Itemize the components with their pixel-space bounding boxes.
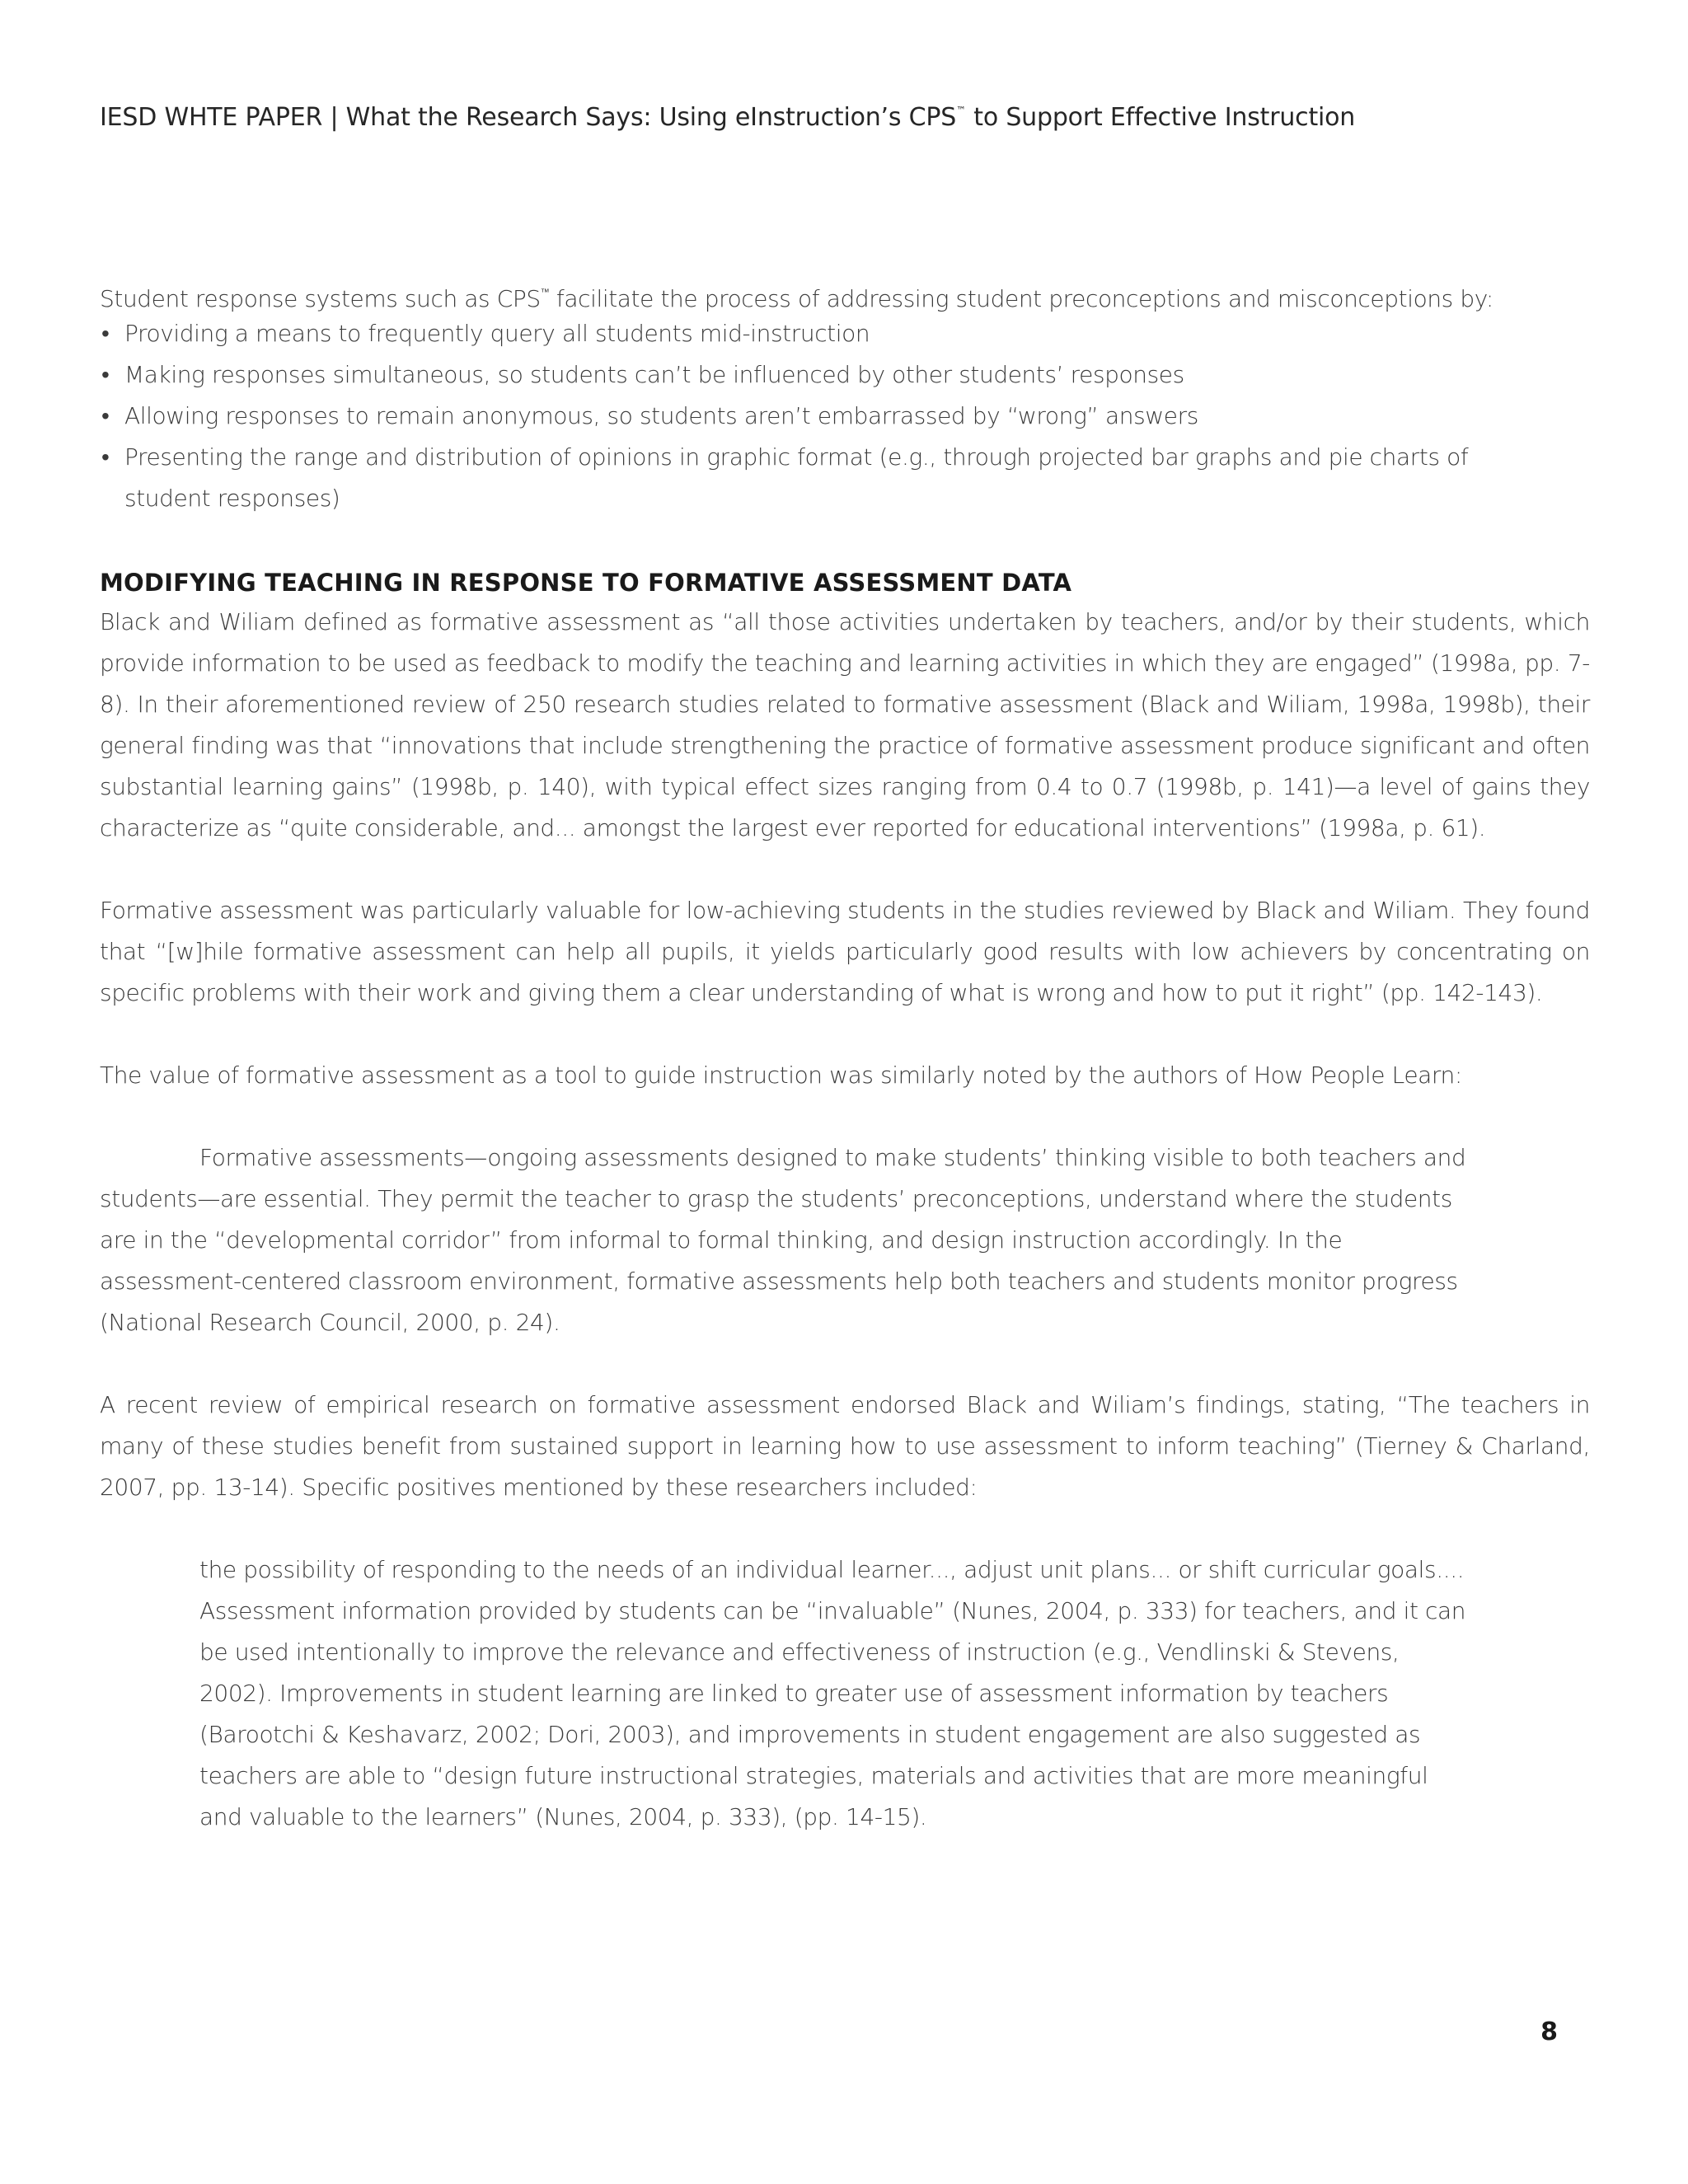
intro-text: Student response systems such as CPS	[100, 285, 541, 312]
bullet-icon: •	[101, 361, 110, 388]
paragraph-recent-review: A recent review of empirical research on formative assessment endorsed Black and Wiliam’s findings, stating, “The teachers in many of these studies benefit from sustained support in learning how to use assessment to inform teaching” (Tierney & Charland, 2007, pp. 13-14). Specific positives mentioned by these researchers included:	[100, 1391, 1590, 1501]
list-item	[100, 354, 1484, 396]
bullet-list	[100, 313, 1590, 519]
block-quote-national-research-council: Formative assessments—ongoing assessments designed to make students’ thinking visible to both teachers and students—are essential. They permit the teacher to grasp the students’ preconceptions, understand where the students are in the “developmental corridor” from informal to formal thinking, and design instruction accordingly. In the assessment-centered classroom environment, formative assessments help both teachers and students monitor progress (National Research Council, 2000, p. 24).	[100, 1144, 1466, 1336]
header-title: IESD WHTE PAPER | What the Research Says: Using eInstruction’s CPS	[100, 103, 957, 132]
trademark-symbol: ™	[540, 287, 550, 298]
list-item	[100, 437, 1484, 519]
bullet-icon: •	[101, 443, 110, 471]
block-quote-tierney-charland: the possibility of responding to the needs of an individual learner..., adjust unit plans... or shift curricular goals.... Assessment information provided by students can be “invaluable” (Nunes, 2004, p. 333) for teachers, and it can be used intentionally to improve the relevance and effectiveness of instruction (e.g., Vendlinski & Stevens, 2002). Improvements in student learning are linked to greater use of assessment information by teachers (Barootchi & Keshavarz, 2002; Dori, 2003), and improvements in student engagement are also suggested as teachers are able to “design future instructional strategies, materials and activities that are more meaningful and valuable to the learners” (Nunes, 2004, p. 333), (pp. 14-15).	[199, 1556, 1466, 1830]
page-header	[100, 94, 1583, 134]
list-item-text: Making responses simultaneous, so students can’t be influenced by other students’ responses	[124, 361, 1184, 388]
list-item-text: Providing a means to frequently query all students mid-instruction	[124, 320, 870, 347]
list-item-text: Presenting the range and distribution of opinions in graphic format (e.g., through projected bar graphs and pie charts of student responses)	[124, 443, 1469, 512]
list-item	[100, 313, 1484, 354]
bullet-icon: •	[101, 402, 110, 429]
page-number: 8	[1540, 2018, 1558, 2046]
paragraph-how-people-learn: The value of formative assessment as a tool to guide instruction was similarly noted by the authors of How People Learn:	[100, 1062, 1462, 1089]
paragraph-low-achievers: Formative assessment was particularly valuable for low-achieving students in the studies reviewed by Black and Wiliam. They found that “[w]hile formative assessment can help all pupils, it yields particularly good results with low achievers by concentrating on specific problems with their work and giving them a clear understanding of what is wrong and how to put it right” (pp. 142-143).	[100, 897, 1590, 1006]
paragraph-black-wiliam-definition: Black and Wiliam defined as formative assessment as “all those activities undertaken by teachers, and/or by their students, which provide information to be used as feedback to modify the teaching and learning activities in which they are engaged” (1998a, pp. 7-8). In their aforementioned review of 250 research studies related to formative assessment (Black and Wiliam, 1998a, 1998b), their general finding was that “innovations that include strengthening the practice of formative assessment produce significant and often substantial learning gains” (1998b, p. 140), with typical effect sizes ranging from 0.4 to 0.7 (1998b, p. 141)—a level of gains they characterize as “quite considerable, and... amongst the largest ever reported for educational interventions” (1998a, p. 61).	[100, 608, 1590, 841]
header-title-suffix: to Support Effective Instruction	[965, 103, 1356, 132]
intro-text-suffix: facilitate the process of addressing student preconceptions and misconceptions by:	[549, 285, 1493, 312]
bullet-icon: •	[101, 320, 110, 347]
section-heading: MODIFYING TEACHING IN RESPONSE TO FORMATIVE ASSESSMENT DATA	[100, 569, 1072, 597]
trademark-symbol: ™	[956, 105, 966, 116]
list-item	[100, 396, 1484, 437]
list-item-text: Allowing responses to remain anonymous, so students aren’t embarrassed by “wrong” answers	[124, 402, 1198, 429]
